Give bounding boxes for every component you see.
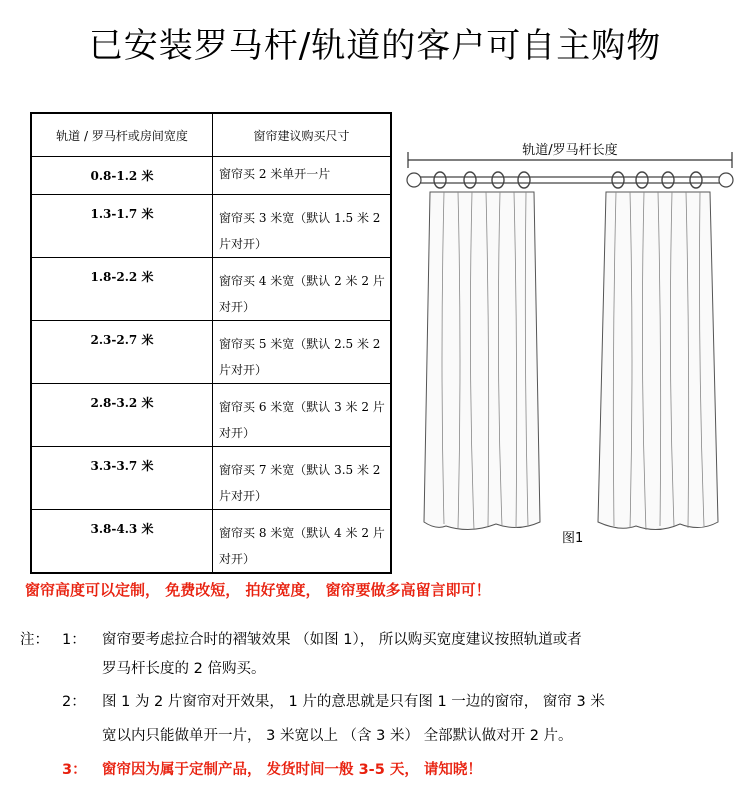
curtain-figure [400,130,740,550]
table-row [31,321,391,384]
rod-finial-left [407,173,421,187]
note-2-line-2: 宽以内只能做单开一片， 3 米宽以上 （含 3 米） 全部默认做对开 2 片。 [102,728,573,744]
table-row [31,384,391,447]
table-row [31,258,391,321]
size-table [30,112,392,574]
rod-finial-right [719,173,733,187]
width-range: 0.8-1.2 米 [31,157,213,195]
width-range: 3.3-3.7 米 [31,447,213,510]
note-2-line-1: 图 1 为 2 片窗帘对开效果， 1 片的意思就是只有图 1 一边的窗帘， 窗帘 3 米 [102,694,605,710]
note-1-number: 1： [62,632,86,648]
table-row [31,510,391,574]
note-3-number: 3： [62,762,87,778]
table-header-row [31,113,391,157]
note-1-line-2: 罗马杆长度的 2 倍购买。 [102,661,266,677]
customization-notice: 窗帘高度可以定制， 免费改短， 拍好宽度， 窗帘要做多高留言即可！ [25,581,491,599]
note-2-number: 2： [62,694,86,710]
header-width: 轨道 / 罗马杆或房间宽度 [31,113,213,157]
recommendation: 窗帘买 2 米单开一片 [213,157,392,195]
recommendation: 窗帘买 6 米宽（默认 3 米 2 片对开） [213,384,392,447]
width-range: 2.8-3.2 米 [31,384,213,447]
width-range: 2.3-2.7 米 [31,321,213,384]
note-1-line-1: 窗帘要考虑拉合时的褶皱效果 （如图 1）， 所以购买宽度建议按照轨道或者 [102,632,582,648]
recommendation: 窗帘买 4 米宽（默认 2 米 2 片对开） [213,258,392,321]
recommendation: 窗帘买 7 米宽（默认 3.5 米 2 片对开） [213,447,392,510]
table-row [31,447,391,510]
figure-caption: 图1 [562,531,584,546]
recommendation: 窗帘买 8 米宽（默认 4 米 2 片对开） [213,510,392,574]
recommendation: 窗帘买 5 米宽（默认 2.5 米 2 片对开） [213,321,392,384]
curtain-panel-left [424,192,540,530]
width-range: 3.8-4.3 米 [31,510,213,574]
note-3-text: 窗帘因为属于定制产品， 发货时间一般 3-5 天， 请知晓！ [102,762,482,778]
width-range: 1.3-1.7 米 [31,195,213,258]
recommendation: 窗帘买 3 米宽（默认 1.5 米 2 片对开） [213,195,392,258]
table-row [31,157,391,195]
curtain-rod [414,177,726,183]
width-range: 1.8-2.2 米 [31,258,213,321]
table-row [31,195,391,258]
notes-prefix: 注： [20,632,49,648]
header-recommend: 窗帘建议购买尺寸 [213,113,392,157]
page-title: 已安装罗马杆/轨道的客户可自主购物 [88,26,662,66]
rod-length-label: 轨道/罗马杆长度 [522,143,618,158]
